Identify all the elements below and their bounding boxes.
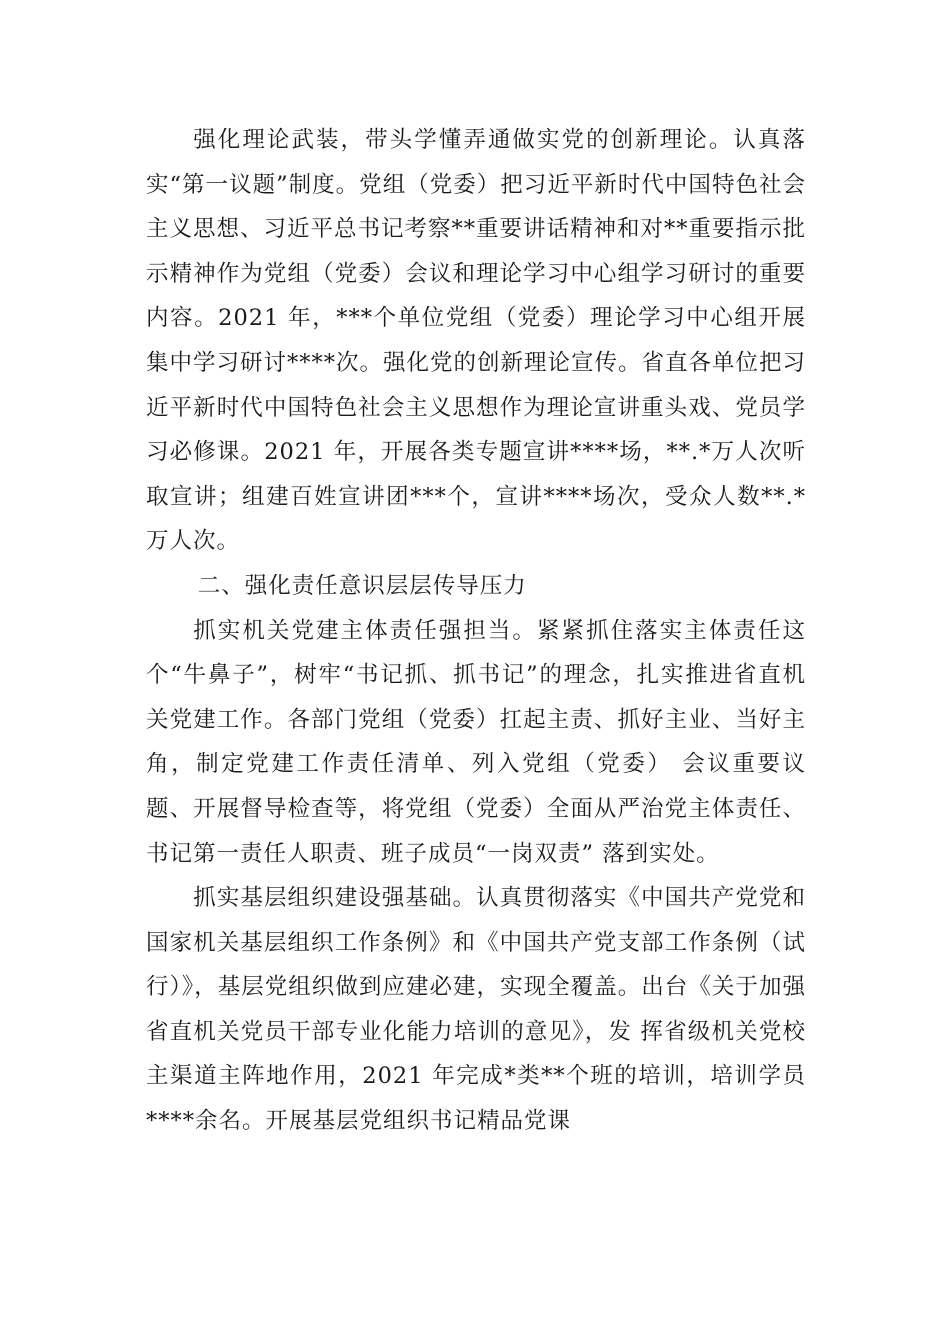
paragraph-party-building-responsibility: 抓实机关党建主体责任强担当。紧紧抓住落实主体责任这个“牛鼻子”，树牢“书记抓、抓书记”的理念，扎实推进省直机关党建工作。各部门党组（党委）扛起主责、抓好主业、当好主角，制定党建工作责任清单、列入党组（党委） 会议重要议题、开展督导检查等，将党组（党委）全面从严治党主体责任、书记第一责任人职责、班子成员“一岗双责” 落到实处。	[146, 617, 806, 867]
paragraph-grassroots-organization: 抓实基层组织建设强基础。认真贯彻落实《中国共产党党和国家机关基层组织工作条例》和《中国共产党支部工作条例（试行）》，基层党组织做到应建必建，实现全覆盖。出台《关于加强省直机关党员干部专业化能力培训的意见》，发 挥省级机关党校主渠道主阵地作用，2021 年完成*类**个班的培训，培训学员****余名。开展基层党组织书记精品党课	[146, 885, 806, 1135]
section-heading-responsibility: 二、强化责任意识层层传导压力	[197, 572, 527, 599]
paragraph-theory-study: 强化理论武装，带头学懂弄通做实党的创新理论。认真落实“第一议题”制度。党组（党委）把习近平新时代中国特色社会主义思想、习近平总书记考察**重要讲话精神和对**重要指示批示精神作为党组（党委）会议和理论学习中心组学习研讨的重要内容。2021 年，***个单位党组（党委）理论学习中心组开展集中学习研讨****次。强化党的创新理论宣传。省直各单位把习近平新时代中国特色社会主义思想作为理论宣讲重头戏、党员学习必修课。2021 年，开展各类专题宣讲****场，**.*万人次听取宣讲；组建百姓宣讲团***个，宣讲****场次，受众人数**.*万人次。	[146, 127, 807, 555]
document-body	[146, 118, 806, 1144]
